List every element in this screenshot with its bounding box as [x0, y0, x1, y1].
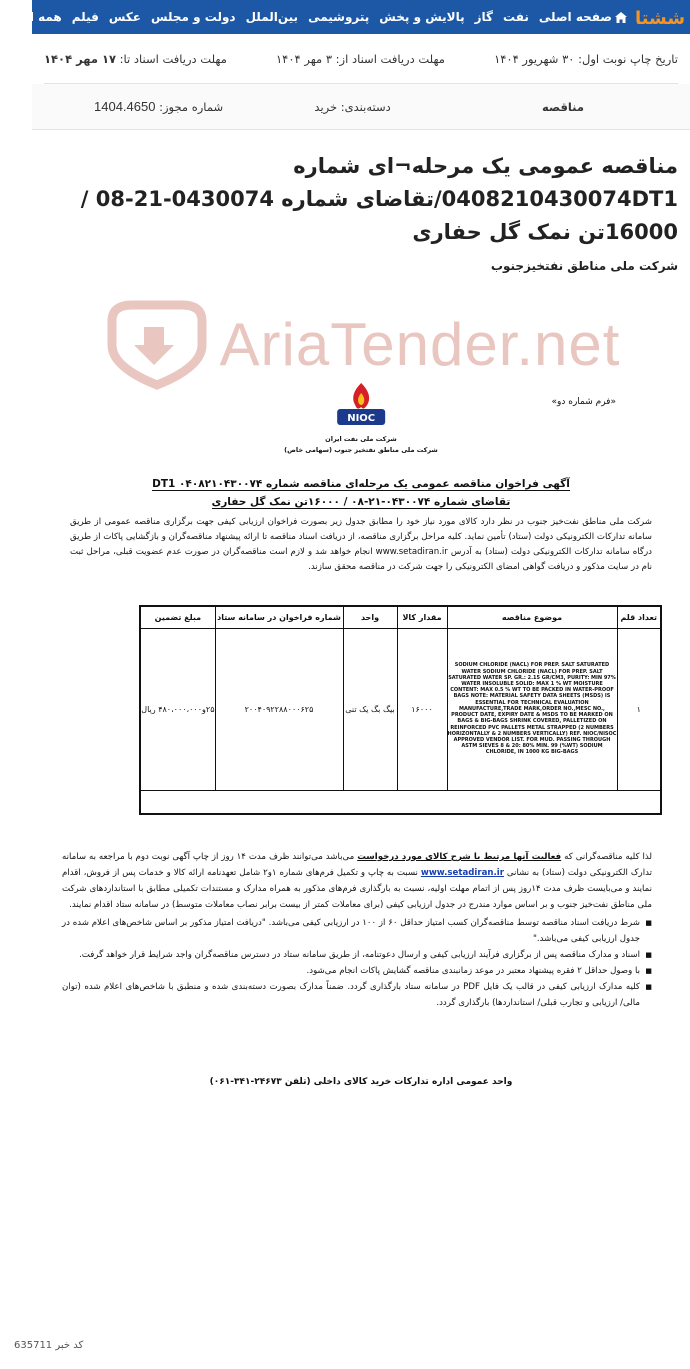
setadiran-link[interactable]: www.setadiran.ir [420, 868, 504, 878]
svg-text:ششتا: ششتا [634, 8, 686, 29]
title-block [32, 130, 690, 273]
nioc-flame-icon [333, 381, 389, 429]
nav-item-video[interactable]: فیلم [71, 10, 99, 24]
organization-name: شرکت ملی مناطق نفتخیزجنوب [490, 259, 678, 273]
cell-unit: بیگ بگ یک تنی [343, 628, 397, 790]
nioc-logo [284, 381, 438, 455]
col-header-quantity: مقدار کالا [397, 606, 447, 628]
ad-title-line-1: آگهی فراخوان مناقصه عمومی یک مرحله‌ای مناقصه شماره DT1 ۰۴۰۸۲۱۰۴۳۰۰۷۴ [152, 478, 570, 490]
col-header-call-no: شماره فراخوان در سامانه ستاد [215, 606, 343, 628]
site-logo[interactable] [636, 3, 684, 31]
list-item: ■ با وصول حداقل ۲ فقره پیشنهاد معتبر در موعد زمانبندی مناقصه گشایش پاکات انجام می‌شود. [62, 963, 652, 979]
logo-caption-2: شرکت ملی مناطق نفتخیز جنوب (سهامی خاص) [284, 446, 438, 454]
cond-text-2: می‌باشد می‌توانند ظرف مدت ۱۴ روز از چاپ آگهی نوبت دوم با مراجعه به سامانه تدارک الکترونیکی دولت (ستاد) به نشانی [62, 852, 652, 878]
aria-tender-logo-icon [102, 301, 212, 387]
license-value: 1404.4650 [94, 99, 156, 114]
cell-subject: SODIUM CHLORIDE (NACL) FOR PREP. SALT SATURATED WATER SODIUM CHLORIDE (NACL) FOR PREP. SALT SATURATED WATER SP. GR.: 2.15 GR/CM3, PURITY: MIN 97% WATER INSOLUBLE SOLID: MAX 1 % WT MOISTURE CONTENT: MAX 0.5 % WT TO BE PACKED IN WATER-PROOF BAGS NOTE: MATERIAL SAFETY DATA SHEETS (MSDS) IS ESSENTIAL FOR TECHNICAL EVALUATION MANUFACTURE,TRADE MARK,ORDER NO.,MESC NO., PRODUCT DATE, EXPIRY DATE & MSDS TO BE MARKED ON BAGS & BIG-BAGS SHRINK COVERED, PALLETIZED ON REINFORCED PVC PALLETS METAL STRAPPED (2 NUMBERS HORIZONTALLY & 2 NUMBERS VERTICALLY) REF. NIOC/NISOC APPROVED VENDOR LIST. FOR MUD. PASSING THROUGH ASTM SIEVES 8 & 20: 80% MIN. 99 (%WT) SODIUM CHLORIDE, IN 1000 KG BIG-BAGS [447, 662, 617, 756]
tender-meta [32, 34, 690, 130]
nav-item-government[interactable]: دولت و مجلس [150, 10, 236, 24]
doc-deadline-to-value: ۱۷ مهر ۱۴۰۴ [44, 51, 117, 66]
nav-item-refining[interactable]: پالایش و پخش [379, 10, 465, 24]
signature-line: واحد عمومی اداره تدارکات خرید کالای داخلی (تلفن ۲۴۶۷۳-۳۴۱-۰۶۱) [209, 1077, 513, 1087]
ad-title-line-2: تقاضای شماره ۰۴۳۰۰۷۴-۲۱-۰۸ / ۱۶۰۰۰تن نمک گل حفاری [211, 496, 511, 508]
form-number: «فرم شماره دو» [551, 397, 616, 407]
cell-call-no: ۲۰۰۴۰۹۲۲۸۸۰۰۰۶۲۵ [215, 628, 343, 790]
ad-title [66, 475, 656, 511]
ad-intro-text: شرکت ملی مناطق نفت‌خیز جنوب در نظر دارد کالای مورد نیاز خود را مطابق جدول زیر بصورت فراخوان ارزیابی کیفی جهت برگزاری مناقصه عمومی از طریق سامانه تدارکات الکترونیکی دولت (ستاد) تأمین نماید. کلیه مراحل برگزاری مناقصه، از دریافت اسناد مناقصه تا ارائه پیشنهاد مناقصه‌گران و بازگشایی پاکات از طریق درگاه سامانه تدارکات الکترونیکی دولت (ستاد) به آدرس www.setadiran.ir انجام خواهد شد و لازم است مناقصه‌گران در صورت عدم عضویت قبلی، مراحل ثبت نام در سایت مذکور و دریافت گواهی امضای الکترونیکی را جهت شرکت در مناقصه محقق سازند. [70, 517, 652, 572]
tender-type: مناقصه [542, 99, 584, 114]
tender-document [56, 289, 666, 1119]
cond-text-1: لذا کلیه مناقصه‌گرانی که [561, 852, 652, 862]
news-code: کد خبر 635711 [14, 1340, 84, 1351]
nav-item-oil[interactable]: نفت [503, 10, 529, 24]
cell-count: ۱ [617, 628, 661, 790]
conditions-list [62, 915, 652, 1011]
cond-text-3: نسبت به چاپ و تکمیل فرم‌های شماره ۱و۲ شامل تعهدنامه ارائه کالا و خدمات پس از فروش، اقدام نمایند و می‌بایست ظرف مدت ۱۴روز پس از اتمام مهلت اولیه، نسبت به بارگذاری فرم‌های مذکور به همراه مدارک و مستندات تکمیلی مطابق با استانداردهای شرکت ملی مناطق نفت‌خیز جنوب و بر اساس موارد مندرج در جدول ارزیابی کیفی (برای معاملات کمتر از بیست برابر نصاب معاملات متوسط) در سامانه ستاد اقدام نمایند. [62, 868, 652, 910]
license-label: شماره مجوز: [159, 100, 224, 114]
col-header-count: تعداد قلم [617, 606, 661, 628]
table-blank-row [140, 790, 661, 814]
col-header-guarantee: مبلغ تضمین [140, 606, 215, 628]
license-number [94, 99, 223, 114]
nav-item-photo[interactable]: عکس [108, 10, 141, 24]
cell-quantity: ۱۶۰۰۰ [397, 628, 447, 790]
list-item: ■ شرط دریافت اسناد مناقصه توسط مناقصه‌گران کسب امتیاز حداقل ۶۰ از ۱۰۰ در ارزیابی کیفی می‌باشد. "دریافت امتیاز مذکور بر اساس شاخص‌های اعلام شده در جدول ارزیابی کیفی می‌باشد." [62, 915, 652, 947]
page-title: مناقصه عمومی یک مرحله¬ای شماره 0408210430074DT1/تقاضای شماره 0430074-21-08 / 16000تن نمک گل حفاری [80, 154, 678, 244]
list-item: ■ کلیه مدارک ارزیابی کیفی در قالب یک فایل PDF در سامانه ستاد بارگذاری گردد. ضمناً مدارک بصورت دسته‌بندی شده و منطبق با شاخص‌های اعلام شده (توان مالی/ ارزیابی و تجارب قبلی/ استانداردها) بارگذاری گردد. [62, 979, 652, 1011]
doc-deadline-to-label: مهلت دریافت اسناد تا: [119, 51, 227, 66]
list-item: ■ اسناد و مدارک مناقصه پس از برگزاری فرآیند ارزیابی کیفی و ارسال دعوتنامه، از طریق سامانه ستاد در دسترس مناقصه‌گران واجد شرایط قرار خواهد گرفت. [62, 947, 652, 963]
table-row [140, 628, 661, 790]
doc-deadline-from: مهلت دریافت اسناد از: ۳ مهر ۱۴۰۴ [276, 51, 445, 66]
nav-item-gas[interactable]: گاز [474, 10, 494, 24]
meta-category-row [32, 84, 690, 130]
nav-item-home[interactable] [534, 10, 632, 24]
nav-item-all-news[interactable]: همه اخبار [4, 10, 62, 24]
nav-item-label: صفحه اصلی [538, 10, 612, 24]
watermark-text: AriaTender.net [219, 310, 621, 378]
col-header-unit: واحد [343, 606, 397, 628]
svg-text:NIOC: NIOC [347, 413, 375, 424]
doc-deadline-to [44, 52, 227, 66]
watermark [32, 299, 690, 389]
col-header-subject: موضوع مناقصه [447, 606, 617, 628]
nav-item-international[interactable]: بین‌الملل [245, 10, 299, 24]
tender-category: دسته‌بندی: خرید [314, 99, 391, 114]
conditions-section [62, 849, 652, 1011]
nav-links [0, 10, 632, 24]
nav-item-petrochemical[interactable]: پتروشیمی [308, 10, 370, 24]
cond-text-bold: فعالیت آنها مرتبط با شرح کالای مورد درخواست [357, 852, 562, 862]
shana-logo-icon [636, 4, 684, 30]
tender-items-table [139, 605, 662, 815]
conditions-intro [62, 849, 652, 913]
print-date: تاریخ چاپ نوبت اول: ۳۰ شهریور ۱۴۰۴ [494, 51, 678, 66]
meta-dates-row [44, 34, 678, 84]
logo-caption-1: شرکت ملی نفت ایران [325, 435, 397, 443]
home-icon [615, 12, 627, 23]
table-header-row [140, 606, 661, 628]
cell-guarantee: ۲۵و۴۸۰،۰۰۰،۰۰۰ ریال [140, 628, 215, 790]
top-navbar [4, 0, 690, 34]
